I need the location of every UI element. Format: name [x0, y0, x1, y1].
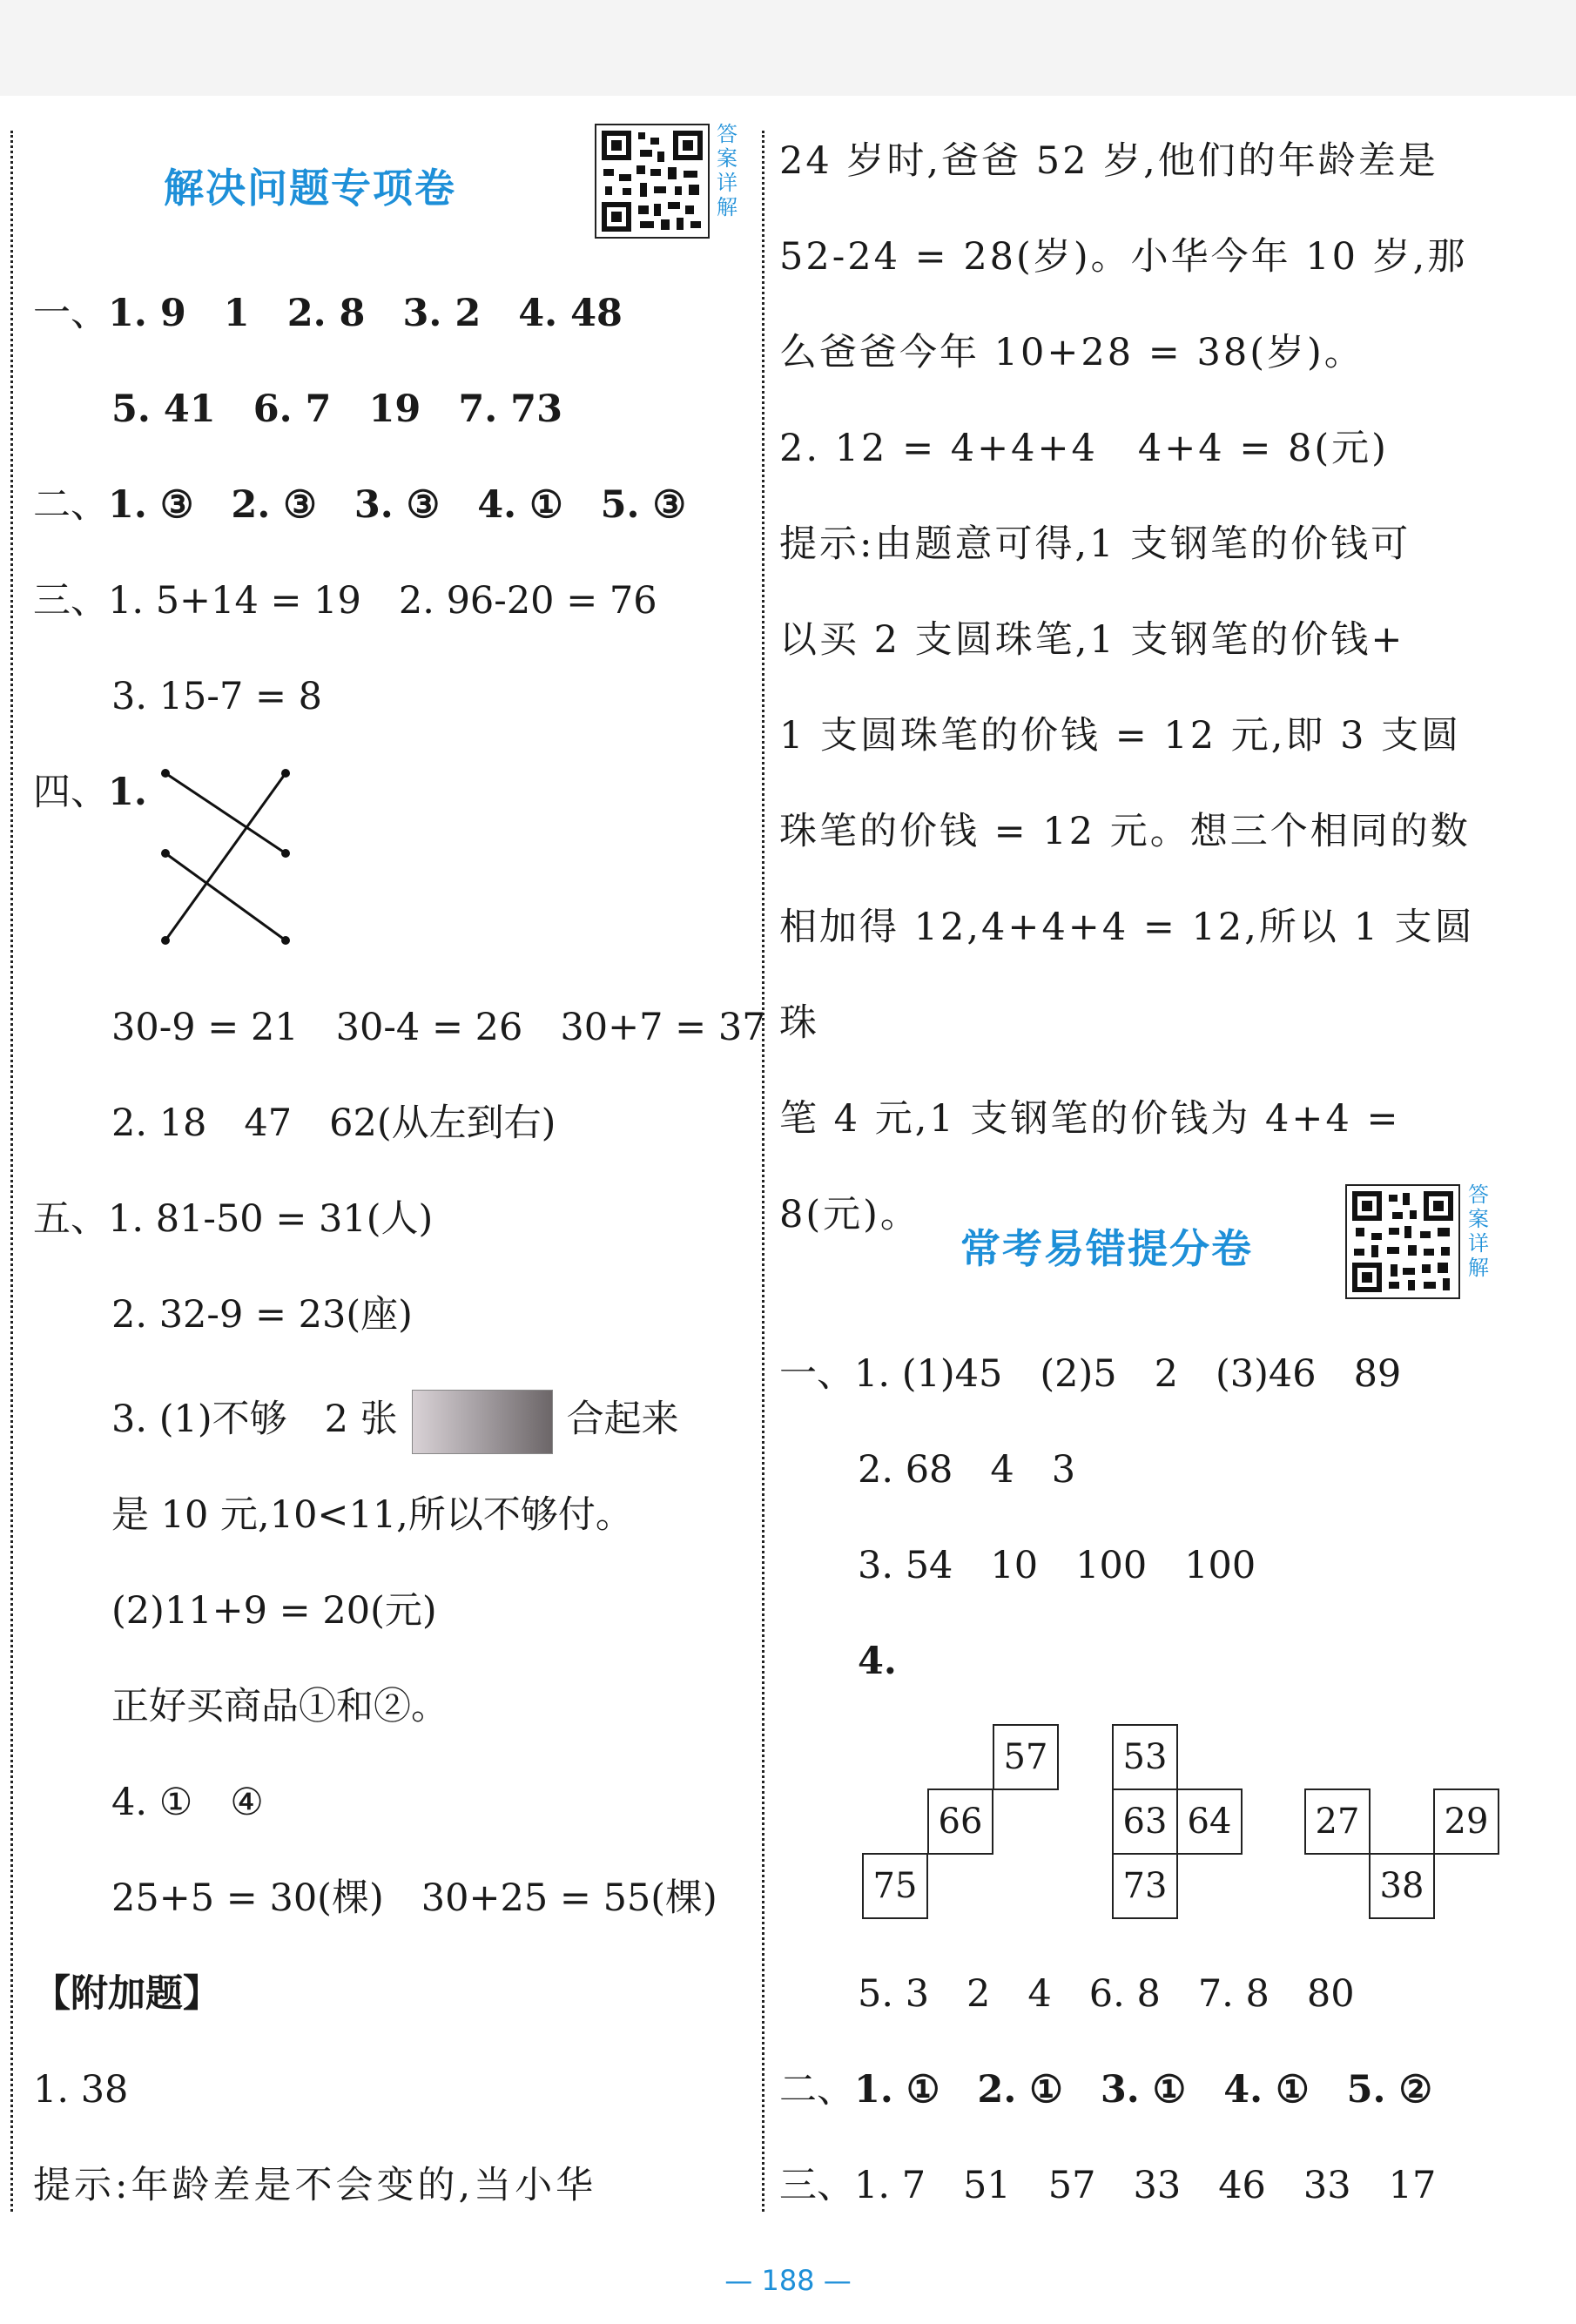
s4-line1 — [33, 766, 147, 818]
grid-cell: 27 — [1304, 1788, 1371, 1855]
section-lead: 五、 — [33, 1197, 108, 1241]
cont-line: 52-24 = 28(岁)。小华今年 10 岁,那 — [779, 235, 1468, 279]
grid-cell: 66 — [927, 1788, 993, 1855]
s3-line1 — [33, 575, 657, 627]
answer-label: 1. — [108, 771, 147, 814]
r-s2-line1 — [779, 2064, 1432, 2116]
s5-line7: 4. ① ④ — [111, 1781, 264, 1824]
qr-label-right: 答案详解 — [1468, 1182, 1489, 1280]
grid-cell: 38 — [1369, 1853, 1435, 1919]
cont-line: 提示:由题意可得,1 支钢笔的价钱可 — [779, 522, 1411, 566]
cont-line: 24 岁时,爸爸 52 岁,他们的年龄差是 — [779, 139, 1438, 183]
column-divider — [762, 131, 764, 2212]
cont-line: 8(元)。 — [779, 1193, 920, 1236]
r-s3-line1 — [779, 2159, 1436, 2212]
qr-code-icon — [595, 124, 710, 239]
section-lead: 三、 — [779, 2164, 854, 2207]
s5-line3 — [111, 1384, 679, 1454]
cont-line: 1 支圆珠笔的价钱 = 12 元,即 3 支圆 — [779, 714, 1462, 758]
answer-text: 1. ① 2. ① 3. ① 4. ① 5. ② — [854, 2068, 1433, 2112]
extra-line1: 1. 38 — [33, 2068, 129, 2112]
grid-cell: 75 — [862, 1853, 928, 1919]
left-border-line — [10, 131, 13, 2212]
answer-text: 3. (1)不够 2 张 — [111, 1398, 398, 1441]
answer-text: 1. 7 51 57 33 46 33 17 — [854, 2164, 1437, 2207]
s4-line2: 30-9 = 21 30-4 = 26 30+7 = 37 — [111, 1006, 766, 1049]
s5-line6: 正好买商品①和②。 — [111, 1685, 448, 1728]
answer-text: 1. ③ 2. ③ 3. ③ 4. ① 5. ③ — [108, 483, 687, 527]
s1-line1 — [33, 287, 623, 340]
s3-line2: 3. 15-7 = 8 — [111, 675, 323, 718]
section-title-left: 解决问题专项卷 — [164, 165, 456, 212]
section-lead: 二、 — [33, 483, 108, 527]
section-title-right: 常考易错提分卷 — [960, 1225, 1253, 1272]
cont-line: 笔 4 元,1 支钢笔的价钱为 4+4 = — [779, 1097, 1401, 1141]
s5-line8: 25+5 = 30(棵) 30+25 = 55(棵) — [111, 1876, 717, 1920]
r-s1-line5: 5. 3 2 4 6. 8 7. 8 80 — [858, 1972, 1355, 2016]
r-s1-line4: 4. — [858, 1640, 897, 1683]
cont-line: 相加得 12,4+4+4 = 12,所以 1 支圆珠 — [779, 906, 1475, 1045]
extra-line2: 提示:年龄差是不会变的,当小华 — [33, 2164, 597, 2207]
grid-cell: 57 — [993, 1724, 1059, 1790]
grid-cell: 63 — [1112, 1788, 1178, 1855]
section-lead: 一、 — [33, 292, 108, 335]
s5-line2: 2. 32-9 = 23(座) — [111, 1293, 413, 1337]
page-number: — 188 — — [724, 2264, 852, 2297]
section-lead: 二、 — [779, 2068, 854, 2112]
grid-cell: 29 — [1433, 1788, 1499, 1855]
answer-text: 合起来 — [566, 1398, 679, 1441]
cont-line: 珠笔的价钱 = 12 元。想三个相同的数 — [779, 810, 1471, 853]
r-s1-line2: 2. 68 4 3 — [858, 1448, 1076, 1492]
page-number-value: 188 — [761, 2264, 815, 2297]
s4-line3: 2. 18 47 62(从左到右) — [111, 1101, 556, 1145]
continued-text — [779, 113, 1493, 1263]
answer-text: 1. 5+14 = 19 2. 96-20 = 76 — [108, 579, 657, 623]
qr-label-left: 答案详解 — [717, 122, 737, 219]
matching-lines-diagram — [155, 758, 312, 967]
section-lead: 一、 — [779, 1352, 854, 1396]
grid-cell: 73 — [1112, 1853, 1178, 1919]
s5-line1 — [33, 1193, 433, 1245]
r-s1-line1 — [779, 1348, 1401, 1400]
s5-line5: (2)11+9 = 20(元) — [111, 1589, 437, 1633]
qr-code-icon — [1345, 1184, 1460, 1299]
cont-line: 么爸爸今年 10+28 = 38(岁)。 — [779, 331, 1364, 374]
s1-line2: 5. 41 6. 7 19 7. 73 — [111, 387, 563, 431]
answer-text: 1. 9 1 2. 8 3. 2 4. 48 — [108, 292, 623, 335]
section-lead: 三、 — [33, 579, 108, 623]
section-lead: 四、 — [33, 771, 108, 814]
s5-line4: 是 10 元,10<11,所以不够付。 — [111, 1493, 633, 1537]
grid-cell: 64 — [1176, 1788, 1243, 1855]
five-yuan-banknote-icon — [412, 1390, 553, 1454]
r-s1-line3: 3. 54 10 100 100 — [858, 1544, 1256, 1587]
cont-line: 以买 2 支圆珠笔,1 支钢笔的价钱+ — [779, 618, 1405, 662]
top-band — [0, 0, 1576, 96]
answer-text: 1. (1)45 (2)5 2 (3)46 89 — [854, 1352, 1402, 1396]
s2-line1 — [33, 479, 686, 531]
answer-text: 1. 81-50 = 31(人) — [108, 1197, 434, 1241]
cont-line: 2. 12 = 4+4+4 4+4 = 8(元) — [779, 427, 1389, 470]
grid-cell: 53 — [1112, 1724, 1178, 1790]
extra-title: 【附加题】 — [33, 1972, 220, 2016]
